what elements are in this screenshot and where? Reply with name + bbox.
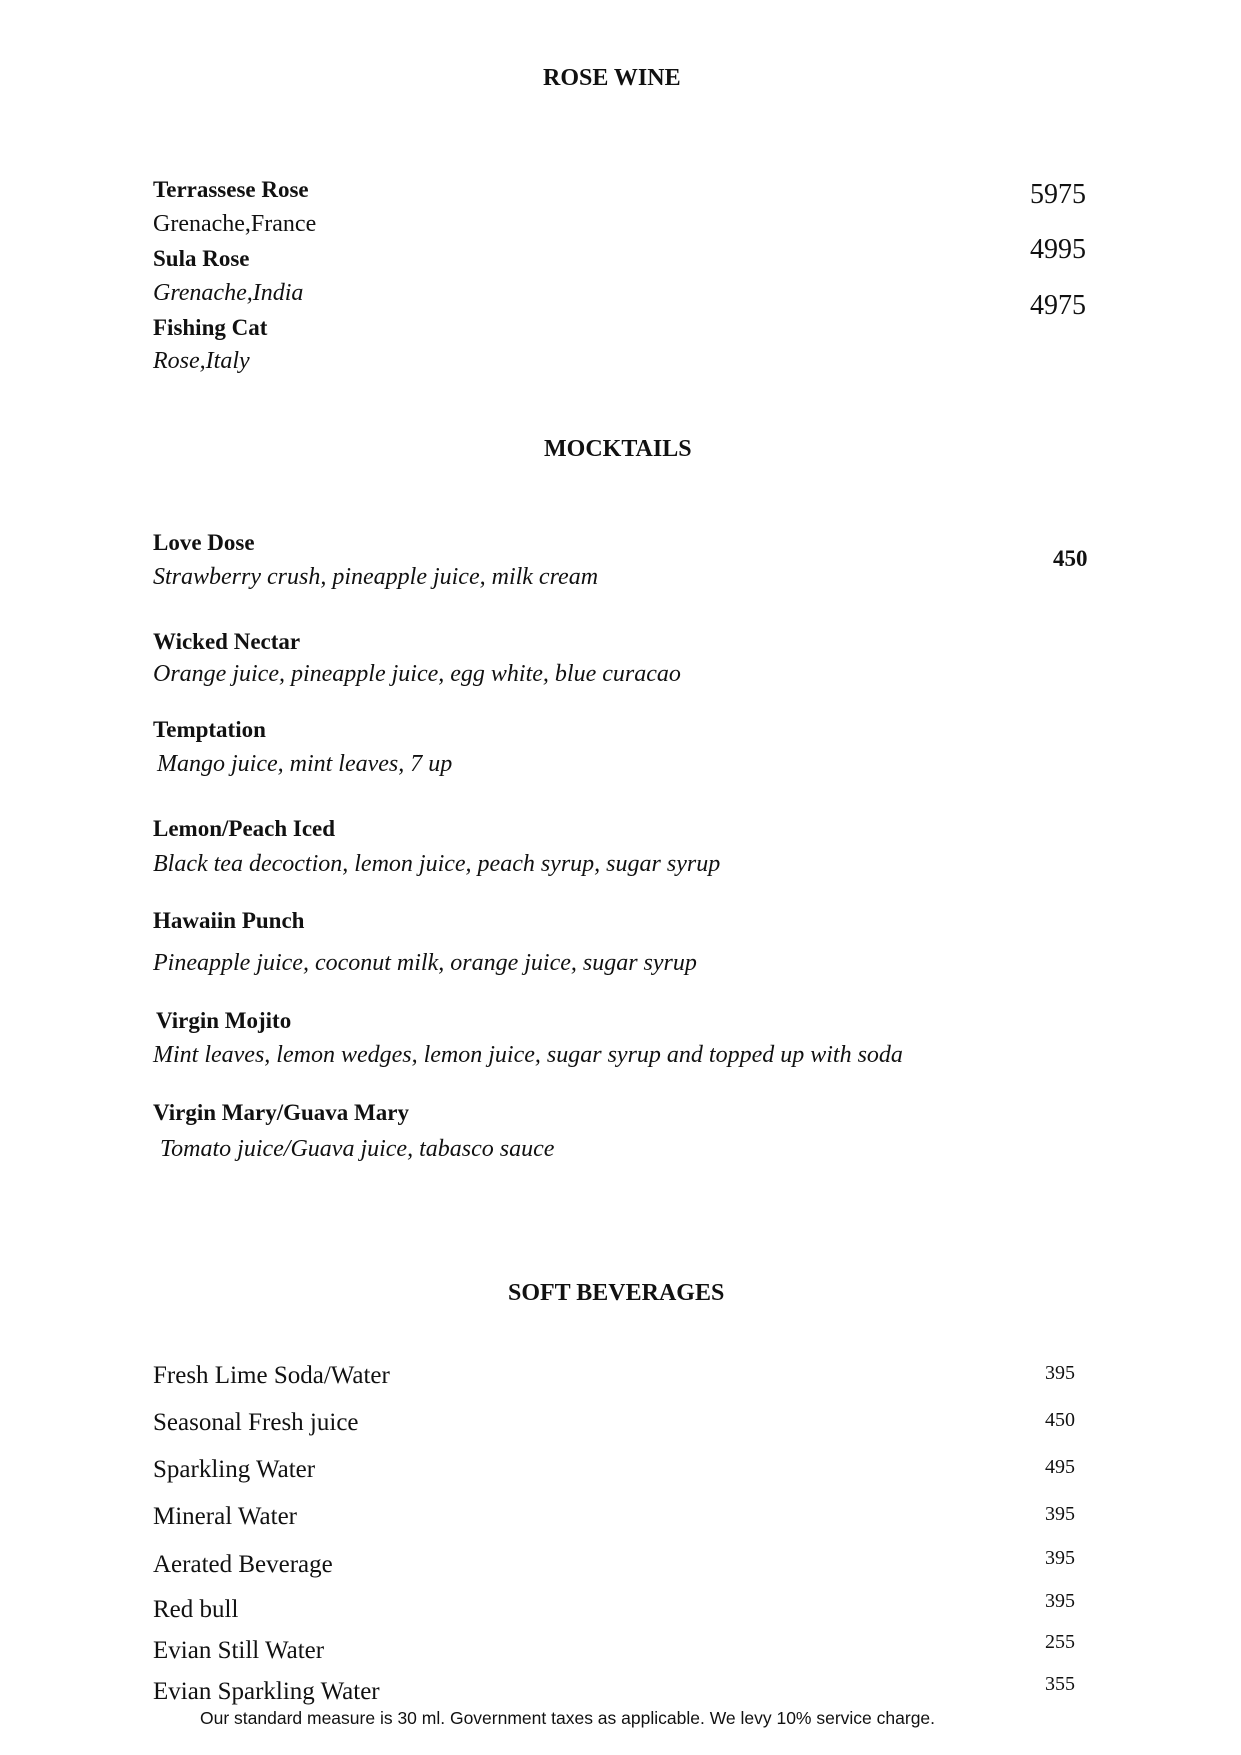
footer-note: Our standard measure is 30 ml. Government taxes as applicable. We levy 10% service charge. <box>200 1708 936 1728</box>
wine-name: Sula Rose <box>153 246 250 271</box>
mocktail-name: Love Dose <box>153 530 255 555</box>
beverage-price: 495 <box>1045 1456 1075 1478</box>
mocktail-desc: Strawberry crush, pineapple juice, milk cream <box>153 564 599 590</box>
beverage-name: Fresh Lime Soda/Water <box>153 1362 390 1389</box>
beverage-price: 395 <box>1045 1503 1075 1525</box>
beverage-name: Evian Still Water <box>153 1637 325 1664</box>
mocktail-name: Temptation <box>153 717 266 742</box>
mocktail-desc: Mint leaves, lemon wedges, lemon juice, sugar syrup and topped up with soda <box>153 1042 903 1068</box>
wine-price: 5975 <box>1030 179 1086 210</box>
mocktail-name: Lemon/Peach Iced <box>153 816 336 841</box>
wine-origin: Grenache,India <box>153 280 304 306</box>
wine-origin: Grenache,France <box>153 211 317 237</box>
mocktail-price: 450 <box>1053 546 1088 571</box>
mocktail-name: Hawaiin Punch <box>153 908 305 933</box>
beverage-price: 255 <box>1045 1631 1075 1653</box>
beverage-name: Red bull <box>153 1596 239 1623</box>
beverage-price: 395 <box>1045 1362 1075 1384</box>
mocktail-name: Wicked Nectar <box>153 629 301 654</box>
mocktail-desc: Mango juice, mint leaves, 7 up <box>157 751 453 777</box>
beverage-name: Sparkling Water <box>153 1456 316 1483</box>
section-heading-mocktails: MOCKTAILS <box>544 436 692 462</box>
wine-name: Terrassese Rose <box>153 177 309 202</box>
wine-origin: Rose,Italy <box>153 348 250 374</box>
mocktail-desc: Pineapple juice, coconut milk, orange juice, sugar syrup <box>153 950 697 976</box>
wine-name: Fishing Cat <box>153 315 268 340</box>
beverage-price: 355 <box>1045 1673 1075 1695</box>
beverage-name: Evian Sparkling Water <box>153 1678 380 1705</box>
beverage-price: 395 <box>1045 1547 1075 1569</box>
beverage-price: 395 <box>1045 1590 1075 1612</box>
beverage-price: 450 <box>1045 1409 1075 1431</box>
mocktail-name: Virgin Mojito <box>156 1008 292 1033</box>
mocktail-desc: Black tea decoction, lemon juice, peach syrup, sugar syrup <box>153 851 721 877</box>
wine-price: 4995 <box>1030 234 1086 265</box>
beverage-name: Mineral Water <box>153 1503 297 1530</box>
beverage-name: Aerated Beverage <box>153 1551 333 1578</box>
section-heading-soft-beverages: SOFT BEVERAGES <box>508 1280 725 1306</box>
wine-price: 4975 <box>1030 290 1086 321</box>
beverage-name: Seasonal Fresh juice <box>153 1409 359 1436</box>
mocktail-desc: Tomato juice/Guava juice, tabasco sauce <box>160 1136 555 1162</box>
mocktail-desc: Orange juice, pineapple juice, egg white, blue curacao <box>153 661 681 687</box>
mocktail-name: Virgin Mary/Guava Mary <box>153 1100 409 1125</box>
section-heading-rose-wine: ROSE WINE <box>543 65 681 91</box>
